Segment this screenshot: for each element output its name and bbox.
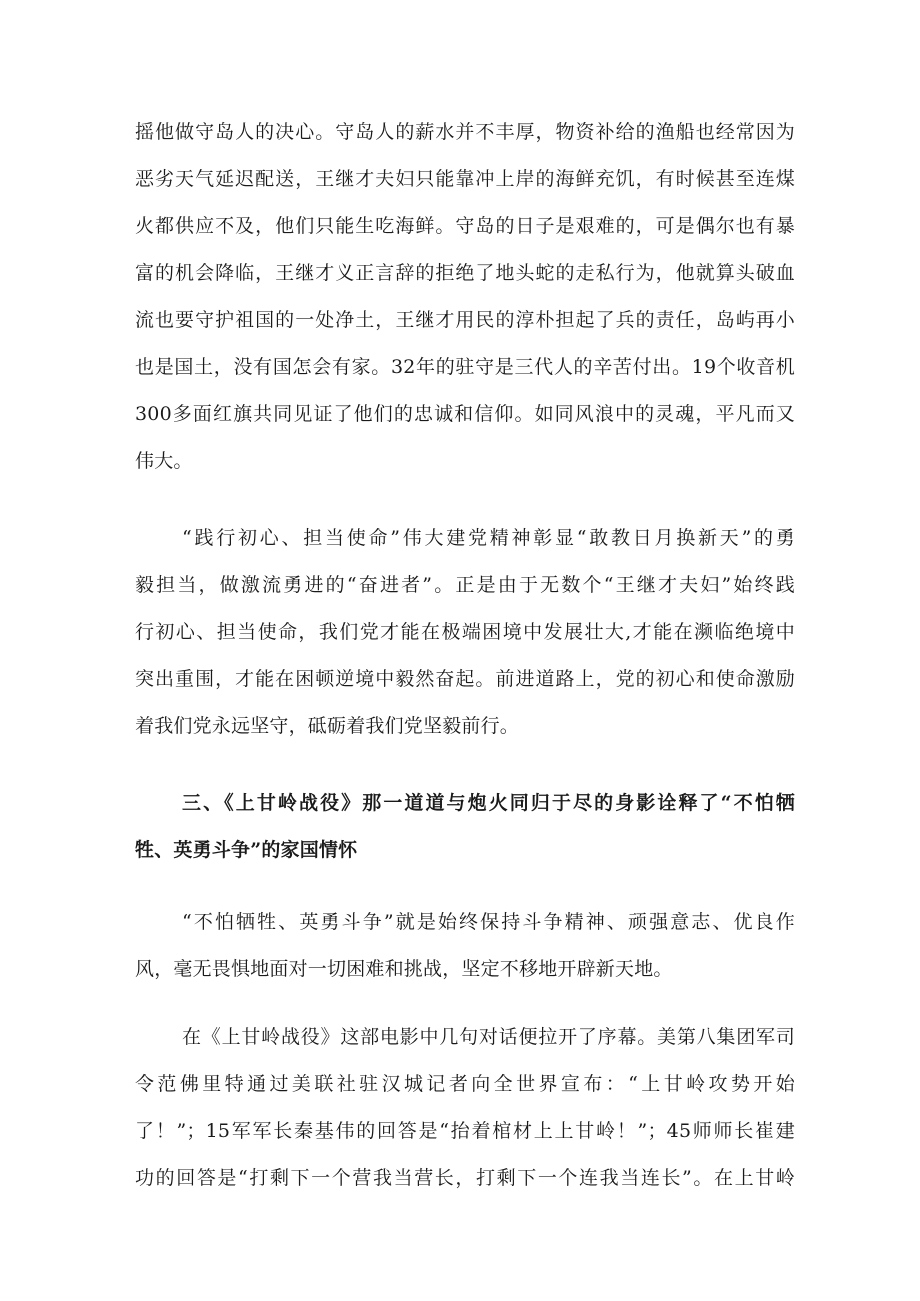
text-line: 富的机会降临，王继才义正言辞的拒绝了地头蛇的走私行为，他就算头破血 — [135, 262, 795, 284]
text-line: 功的回答是“打剩下一个营我当营长，打剩下一个连我当连长”。在上甘岭 — [135, 1167, 795, 1189]
text-line: 在《上甘岭战役》这部电影中几句对话便拉开了序幕。美第八集团军司 — [182, 1026, 795, 1048]
text-line: 了！”；15军军长秦基伟的回答是“抬着棺材上上甘岭！”；45师师长崔建 — [135, 1120, 795, 1142]
text-line: “不怕牺牲、英勇斗争”就是始终保持斗争精神、顽强意志、优良作 — [182, 911, 795, 933]
text-line: 行初心、担当使命，我们党才能在极端困境中发展壮大,才能在濒临绝境中 — [135, 621, 795, 643]
text-line: 毅担当，做激流勇进的“奋进者”。正是由于无数个“王继才夫妇”始终践 — [135, 574, 795, 596]
text-line: 300多面红旗共同见证了他们的忠诚和信仰。如同风浪中的灵魂，平凡而又 — [135, 403, 795, 425]
text-line: 摇他做守岛人的决心。守岛人的薪水并不丰厚，物资补给的渔船也经常因为 — [135, 121, 795, 143]
text-line: 风，毫无畏惧地面对一切困难和挑战，坚定不移地开辟新天地。 — [135, 958, 673, 980]
text-line: 恶劣天气延迟配送，王继才夫妇只能靠冲上岸的海鲜充饥，有时候甚至连煤 — [135, 168, 795, 190]
text-line: 也是国土，没有国怎会有家。32年的驻守是三代人的辛苦付出。19个收音机 — [135, 356, 795, 378]
text-line: “践行初心、担当使命”伟大建党精神彰显“敢教日月换新天”的勇 — [182, 527, 795, 549]
text-line: 突出重围，才能在困顿逆境中毅然奋起。前进道路上，党的初心和使命激励 — [135, 668, 795, 690]
text-line: 令范佛里特通过美联社驻汉城记者向全世界宣布：“上甘岭攻势开始 — [135, 1073, 795, 1095]
text-line: 伟大。 — [135, 450, 193, 472]
text-line: 流也要守护祖国的一处净土，王继才用民的淳朴担起了兵的责任，岛屿再小 — [135, 309, 795, 331]
text-line: 着我们党永远坚守，砥砺着我们党坚毅前行。 — [135, 715, 520, 737]
heading-line: 三、《上甘岭战役》那一道道与炮火同归于尽的身影诠释了“不怕牺 — [182, 792, 795, 814]
heading-line: 牲、英勇斗争”的家国情怀 — [135, 839, 358, 861]
text-line: 火都供应不及，他们只能生吃海鲜。守岛的日子是艰难的，可是偶尔也有暴 — [135, 215, 795, 237]
